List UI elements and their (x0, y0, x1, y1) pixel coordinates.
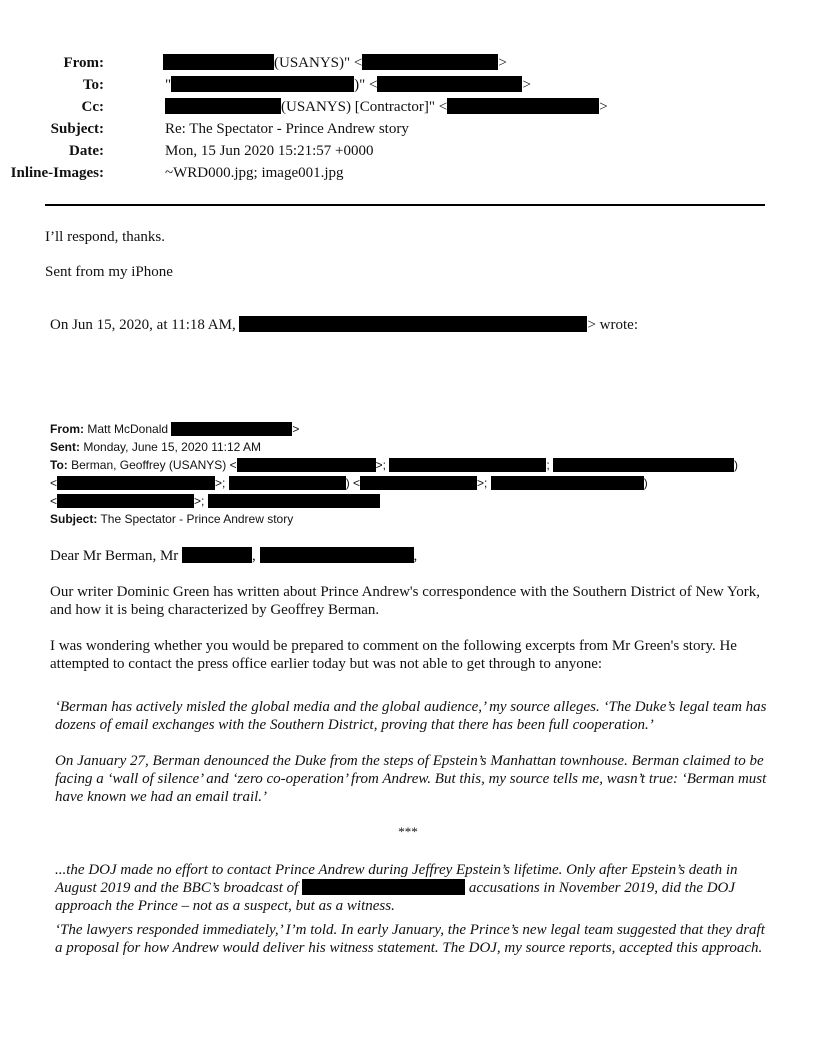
fwd-sent-value: Monday, June 15, 2020 11:12 AM (83, 440, 262, 454)
redaction-block (57, 494, 194, 508)
redaction-block (389, 458, 546, 472)
cc-value: (USANYS) [Contractor]" < (281, 99, 448, 115)
cc-label: Cc: (81, 99, 104, 115)
redaction-block (163, 54, 274, 70)
cc-close: > (599, 99, 608, 115)
from-value: (USANYS)" < (274, 55, 363, 71)
separator: , (413, 548, 418, 564)
separator: , (252, 548, 256, 564)
redaction-block (491, 476, 644, 490)
paragraph-1: Our writer Dominic Green has written about Prince Andrew's correspondence with the Southern District of New York, and how it is being characterized by Geoffrey Berman. (50, 584, 761, 618)
quote-2: On January 27, Berman denounced the Duke from the steps of Epstein’s Manhattan townhouse. Berman claimed to be facing a ‘wall of silence’ and ‘zero co-operation’ from Andrew. But this, my source tells me, wasn’t true: ‘Berman must have known we had an email trail.’ (55, 753, 767, 805)
section-separator: *** (398, 824, 418, 839)
redaction-block (239, 316, 587, 332)
separator: < (50, 476, 58, 490)
reply-line: I’ll respond, thanks. (45, 229, 165, 245)
redaction-block (260, 547, 414, 563)
separator: >; (375, 458, 386, 472)
images-value: ~WRD000.jpg; image001.jpg (165, 165, 344, 181)
fwd-to-label: To: (50, 458, 68, 472)
fwd-from-close: > (292, 422, 300, 436)
quote-3-part-b: accusations in November 2019, did the DOJ approach the Prince – not as a suspect, but as a witness. (55, 880, 736, 914)
fwd-from-label: From: (50, 422, 84, 436)
separator: >; (194, 494, 205, 508)
greeting (50, 547, 417, 565)
quote-4: ‘The lawyers responded immediately,’ I’m told. In early January, the Prince’s new legal team suggested that they draft a proposal for how Andrew would deliver his witness statement. The DOJ, my source reports, accepted this approach. (55, 922, 765, 956)
quote-1: ‘Berman has actively misled the global media and the global audience,’ my source alleges. ‘The Duke’s legal team has dozens of email exchanges with the Southern District, proving that there has been full cooperation.’ (55, 699, 767, 733)
to-mid: )" < (354, 77, 378, 93)
separator: ) (734, 458, 738, 472)
redaction-block (447, 98, 599, 114)
fwd-from-value: Matt McDonald (87, 422, 169, 436)
fwd-subject-label: Subject: (50, 512, 98, 526)
redaction-block (302, 879, 465, 895)
from-label: From: (63, 55, 104, 71)
separator: >; (215, 476, 226, 490)
subject-value: Re: The Spectator - Prince Andrew story (165, 121, 409, 137)
paragraph-2: I was wondering whether you would be prepared to comment on the following excerpts from Mr Green's story. He attempted to contact the press office earlier today but was not able to get through to anyone: (50, 638, 737, 672)
wrote-suffix: > wrote: (587, 317, 638, 333)
separator: < (50, 494, 58, 508)
quote-3 (55, 861, 775, 915)
redaction-block (237, 458, 376, 472)
signature-line: Sent from my iPhone (45, 264, 173, 280)
to-open: " (165, 77, 172, 93)
from-close: > (498, 55, 507, 71)
redaction-block (229, 476, 346, 490)
fwd-sent-row (50, 438, 261, 456)
separator: >; (477, 476, 488, 490)
redaction-block (171, 422, 292, 436)
redaction-block (362, 54, 498, 70)
images-label: Inline-Images: (10, 165, 104, 181)
fwd-to-row-3 (50, 492, 380, 510)
fwd-to-row-2 (50, 474, 648, 492)
fwd-sent-label: Sent: (50, 440, 80, 454)
separator: ) (643, 476, 648, 490)
redaction-block (171, 76, 354, 92)
greeting-text: Dear Mr Berman, Mr (50, 548, 179, 564)
fwd-from-row (50, 420, 299, 438)
subject-label: Subject: (50, 121, 104, 137)
redaction-block (182, 547, 252, 563)
redaction-block (165, 98, 281, 114)
redaction-block (208, 494, 380, 508)
redaction-block (360, 476, 477, 490)
redaction-block (377, 76, 522, 92)
header-divider (45, 204, 765, 206)
date-value: Mon, 15 Jun 2020 15:21:57 +0000 (165, 143, 374, 159)
wrote-line (50, 316, 638, 334)
separator: ) < (345, 476, 361, 490)
wrote-prefix: On Jun 15, 2020, at 11:18 AM, (50, 317, 236, 333)
to-label: To: (82, 77, 104, 93)
to-close: > (522, 77, 531, 93)
date-label: Date: (69, 143, 104, 159)
fwd-subject-row (50, 510, 293, 528)
quote-3-part-a: ...the DOJ made no effort to contact Prince Andrew during Jeffrey Epstein’s lifetime. Only after Epstein’s death in August 2019 and the BBC’s broadcast of (55, 862, 738, 896)
separator: ; (546, 458, 550, 472)
fwd-to-value: Berman, Geoffrey (USANYS) < (71, 458, 237, 472)
redaction-block (57, 476, 215, 490)
fwd-to-row (50, 456, 738, 474)
redaction-block (553, 458, 734, 472)
fwd-subject-value: The Spectator - Prince Andrew story (100, 512, 294, 526)
